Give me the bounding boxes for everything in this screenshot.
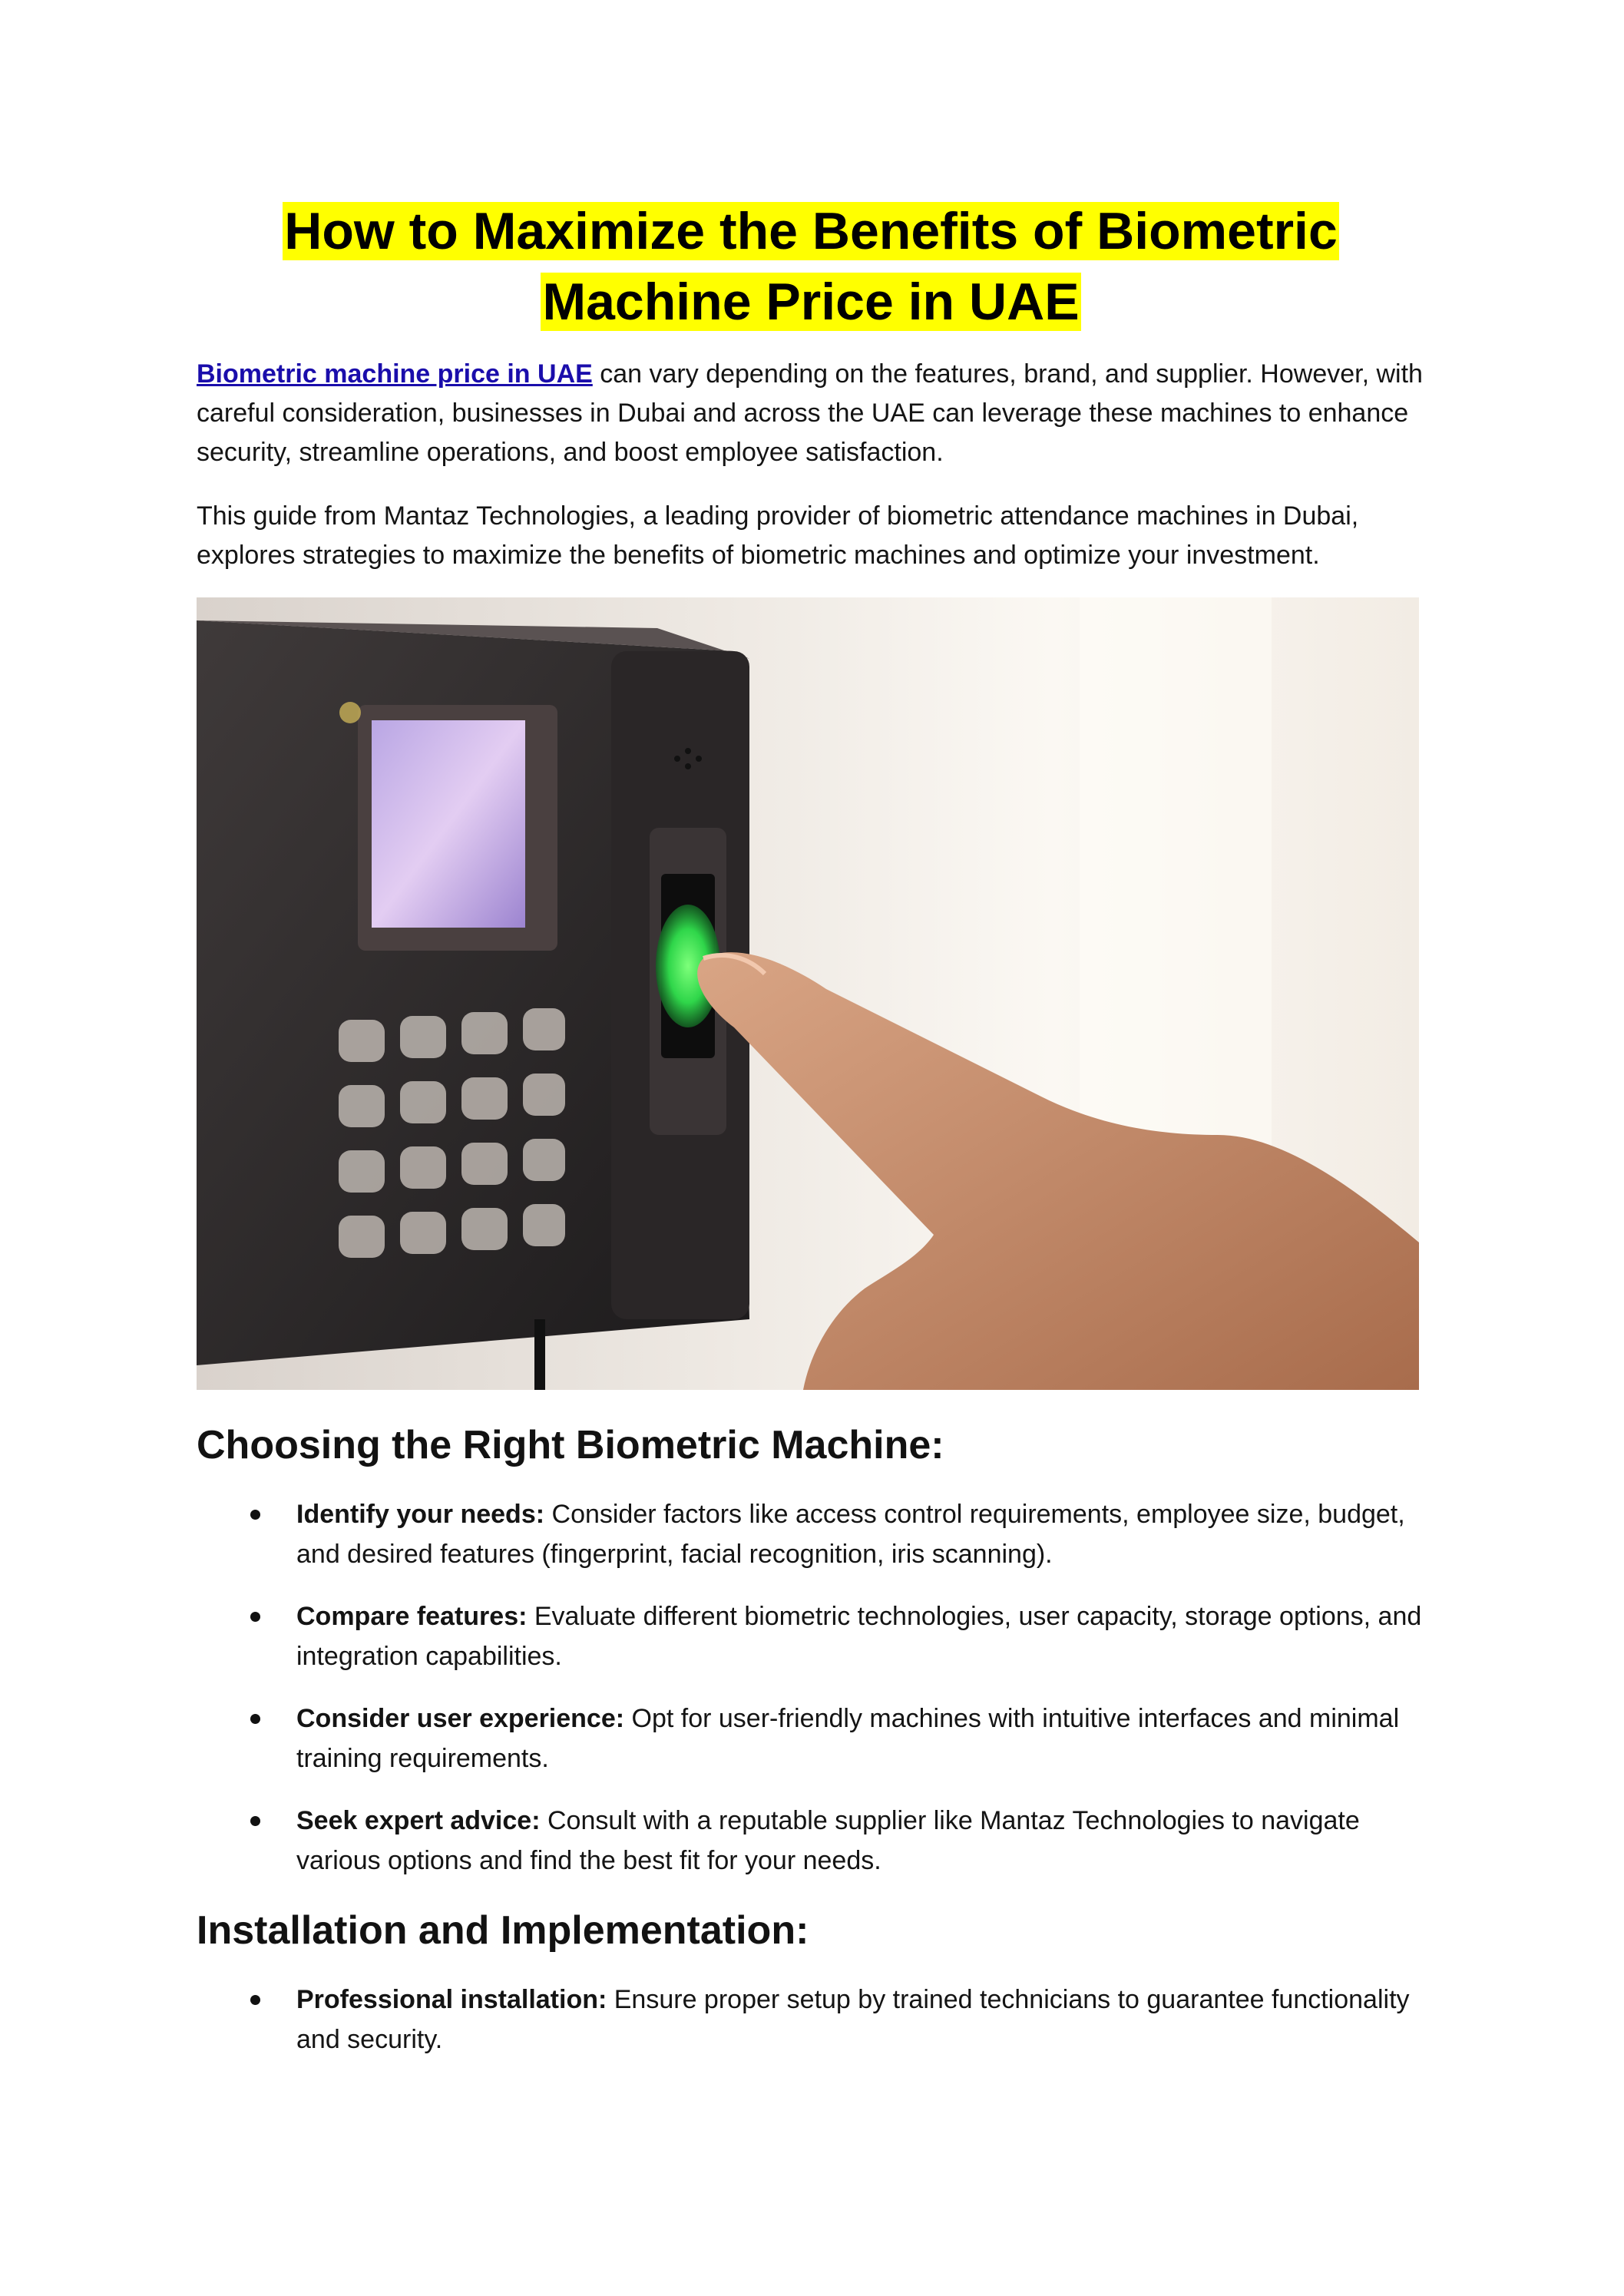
list-item-text: Opt for user-friendly machines with intuitive interfaces and minimal training requirements.: [296, 1704, 1400, 1773]
list-item: [197, 1980, 1440, 2059]
intro-paragraph: [197, 355, 1433, 472]
title-line-2: Machine Price in UAE: [542, 273, 1080, 331]
page-title: [197, 196, 1425, 337]
list-item-term: Professional installation:: [296, 1985, 607, 2014]
list-item-term: Seek expert advice:: [296, 1806, 541, 1835]
bullet-icon: [250, 1714, 260, 1724]
list-item-text: Evaluate different biometric technologies, user capacity, storage options, and integration capabilities.: [296, 1602, 1422, 1671]
bullet-icon: [250, 1816, 260, 1826]
list-item: [197, 1596, 1440, 1676]
choosing-list: [197, 1494, 1440, 1903]
fingerprint-scanner-image: [197, 597, 1419, 1390]
section-heading-installation: Installation and Implementation:: [197, 1908, 809, 1953]
section-heading-choosing: Choosing the Right Biometric Machine:: [197, 1423, 944, 1467]
list-item: [197, 1801, 1440, 1881]
list-item-text: Ensure proper setup by trained technicians to guarantee functionality and security.: [296, 1985, 1410, 2054]
list-item: [197, 1699, 1440, 1778]
list-item-term: Identify your needs:: [296, 1500, 545, 1529]
list-item: [197, 1494, 1440, 1574]
fingerprint-scanner-illustration: [197, 597, 1419, 1390]
title-line-1: How to Maximize the Benefits of Biometric: [284, 202, 1338, 260]
bullet-icon: [250, 1995, 260, 2005]
list-item-term: Consider user experience:: [296, 1704, 625, 1733]
list-item-text: Consider factors like access control requirements, employee size, budget, and desired features (fingerprint, facial recognition, iris scanning).: [296, 1500, 1405, 1569]
bullet-icon: [250, 1510, 260, 1520]
biometric-price-link[interactable]: Biometric machine price in UAE: [197, 359, 593, 389]
bullet-icon: [250, 1612, 260, 1622]
list-item-term: Compare features:: [296, 1602, 528, 1631]
installation-list: [197, 1980, 1440, 2082]
list-item-text: Consult with a reputable supplier like Mantaz Technologies to navigate various options and find the best fit for your needs.: [296, 1806, 1360, 1875]
guide-paragraph: This guide from Mantaz Technologies, a leading provider of biometric attendance machines in Dubai, explores strategies to maximize the benefits of biometric machines and optimize your investment.: [197, 501, 1359, 570]
intro-text: can vary depending on the features, brand, and supplier. However, with careful consideration, businesses in Dubai and across the UAE can leverage these machines to enhance security, streamline operations, and boost employee satisfaction.: [197, 359, 1423, 467]
